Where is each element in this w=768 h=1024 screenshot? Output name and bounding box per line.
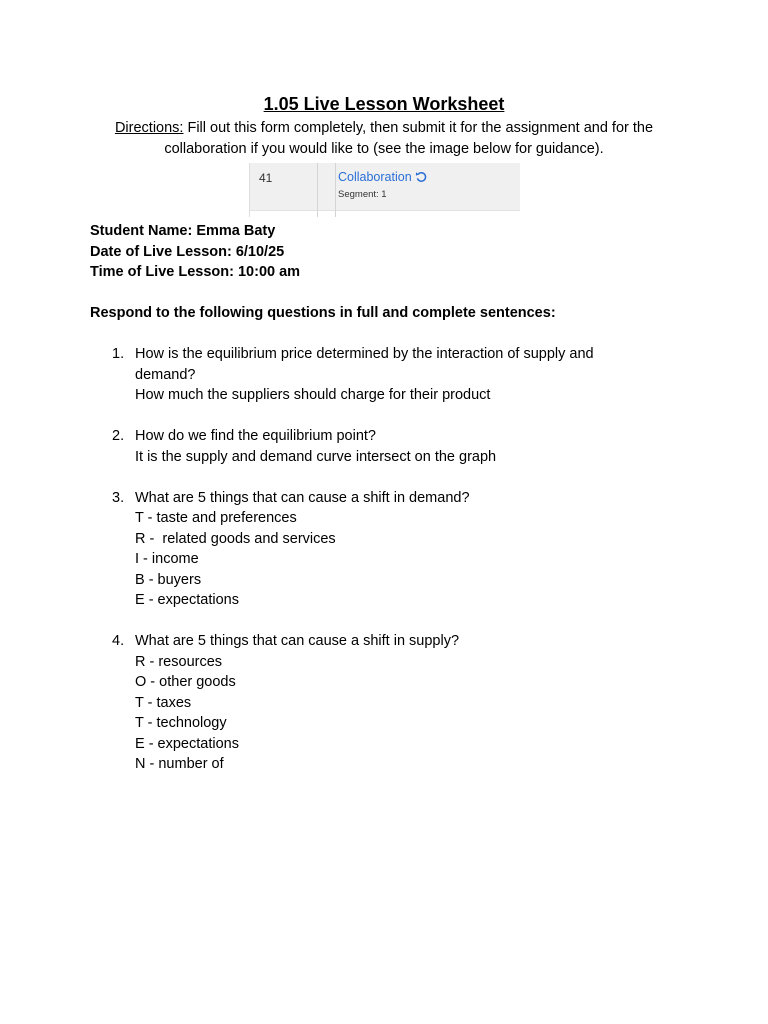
question-item [90,426,670,467]
question-text: What are 5 things that can cause a shift in supply? [135,633,460,649]
question-list [90,344,670,795]
answer-text: R - resources [135,653,223,670]
guidance-image [249,163,520,211]
question-text: What are 5 things that can cause a shift in demand? [135,489,470,506]
answer-text: T - taxes [135,694,192,711]
answer-text: O - other goods [135,674,236,690]
question-item [90,631,670,775]
question-number: 4. [112,633,125,649]
question-body [135,426,670,467]
collaboration-link-text: Collaboration [338,170,412,184]
answer-text: It is the supply and demand curve intersect on the graph [135,448,497,465]
page-title: 1.05 Live Lesson Worksheet [263,94,505,114]
answer-text: T - taste and preferences [135,510,297,526]
directions-text-1: Fill out this form completely, then submit it for the assignment and for the [183,120,654,136]
answer-text: B - buyers [135,571,202,588]
directions-line-1 [84,118,684,139]
answer-text: N - number of [135,756,224,772]
question-number: 3. [112,489,125,506]
question-item [90,344,670,406]
refresh-icon [415,171,428,183]
question-body [135,488,670,611]
question-body [135,344,670,406]
question-text: How is the equilibrium price determined by the interaction of supply and [135,346,594,362]
answer-text: T - technology [135,715,227,731]
answer-text: E - expectations [135,592,239,608]
question-text: demand? [135,366,196,383]
lesson-time: Time of Live Lesson: 10:00 am [90,264,301,280]
answer-text: E - expectations [135,735,239,752]
guidance-column-divider [317,163,318,217]
answer-text: R - related goods and services [135,530,336,547]
collaboration-link [338,170,428,184]
lesson-date: Date of Live Lesson: 6/10/25 [90,243,285,260]
question-number: 2. [112,428,125,444]
guidance-image-edge [249,163,250,217]
question-text: How do we find the equilibrium point? [135,428,376,444]
directions [84,118,684,159]
question-number: 1. [112,346,125,362]
directions-label: Directions: [114,120,184,136]
directions-text-2: collaboration if you would like to (see the image below for guidance). [164,140,604,157]
question-item [90,488,670,611]
answer-text: I - income [135,551,199,567]
answer-text: How much the suppliers should charge for their product [135,387,491,403]
segment-label: Segment: 1 [338,189,387,200]
questions-instruction: Respond to the following questions in full and complete sentences: [90,305,556,321]
question-body [135,631,670,775]
guidance-column-divider [335,163,336,217]
student-info [90,221,300,283]
guidance-row-number: 41 [259,171,273,185]
student-name: Student Name: Emma Baty [90,223,276,239]
